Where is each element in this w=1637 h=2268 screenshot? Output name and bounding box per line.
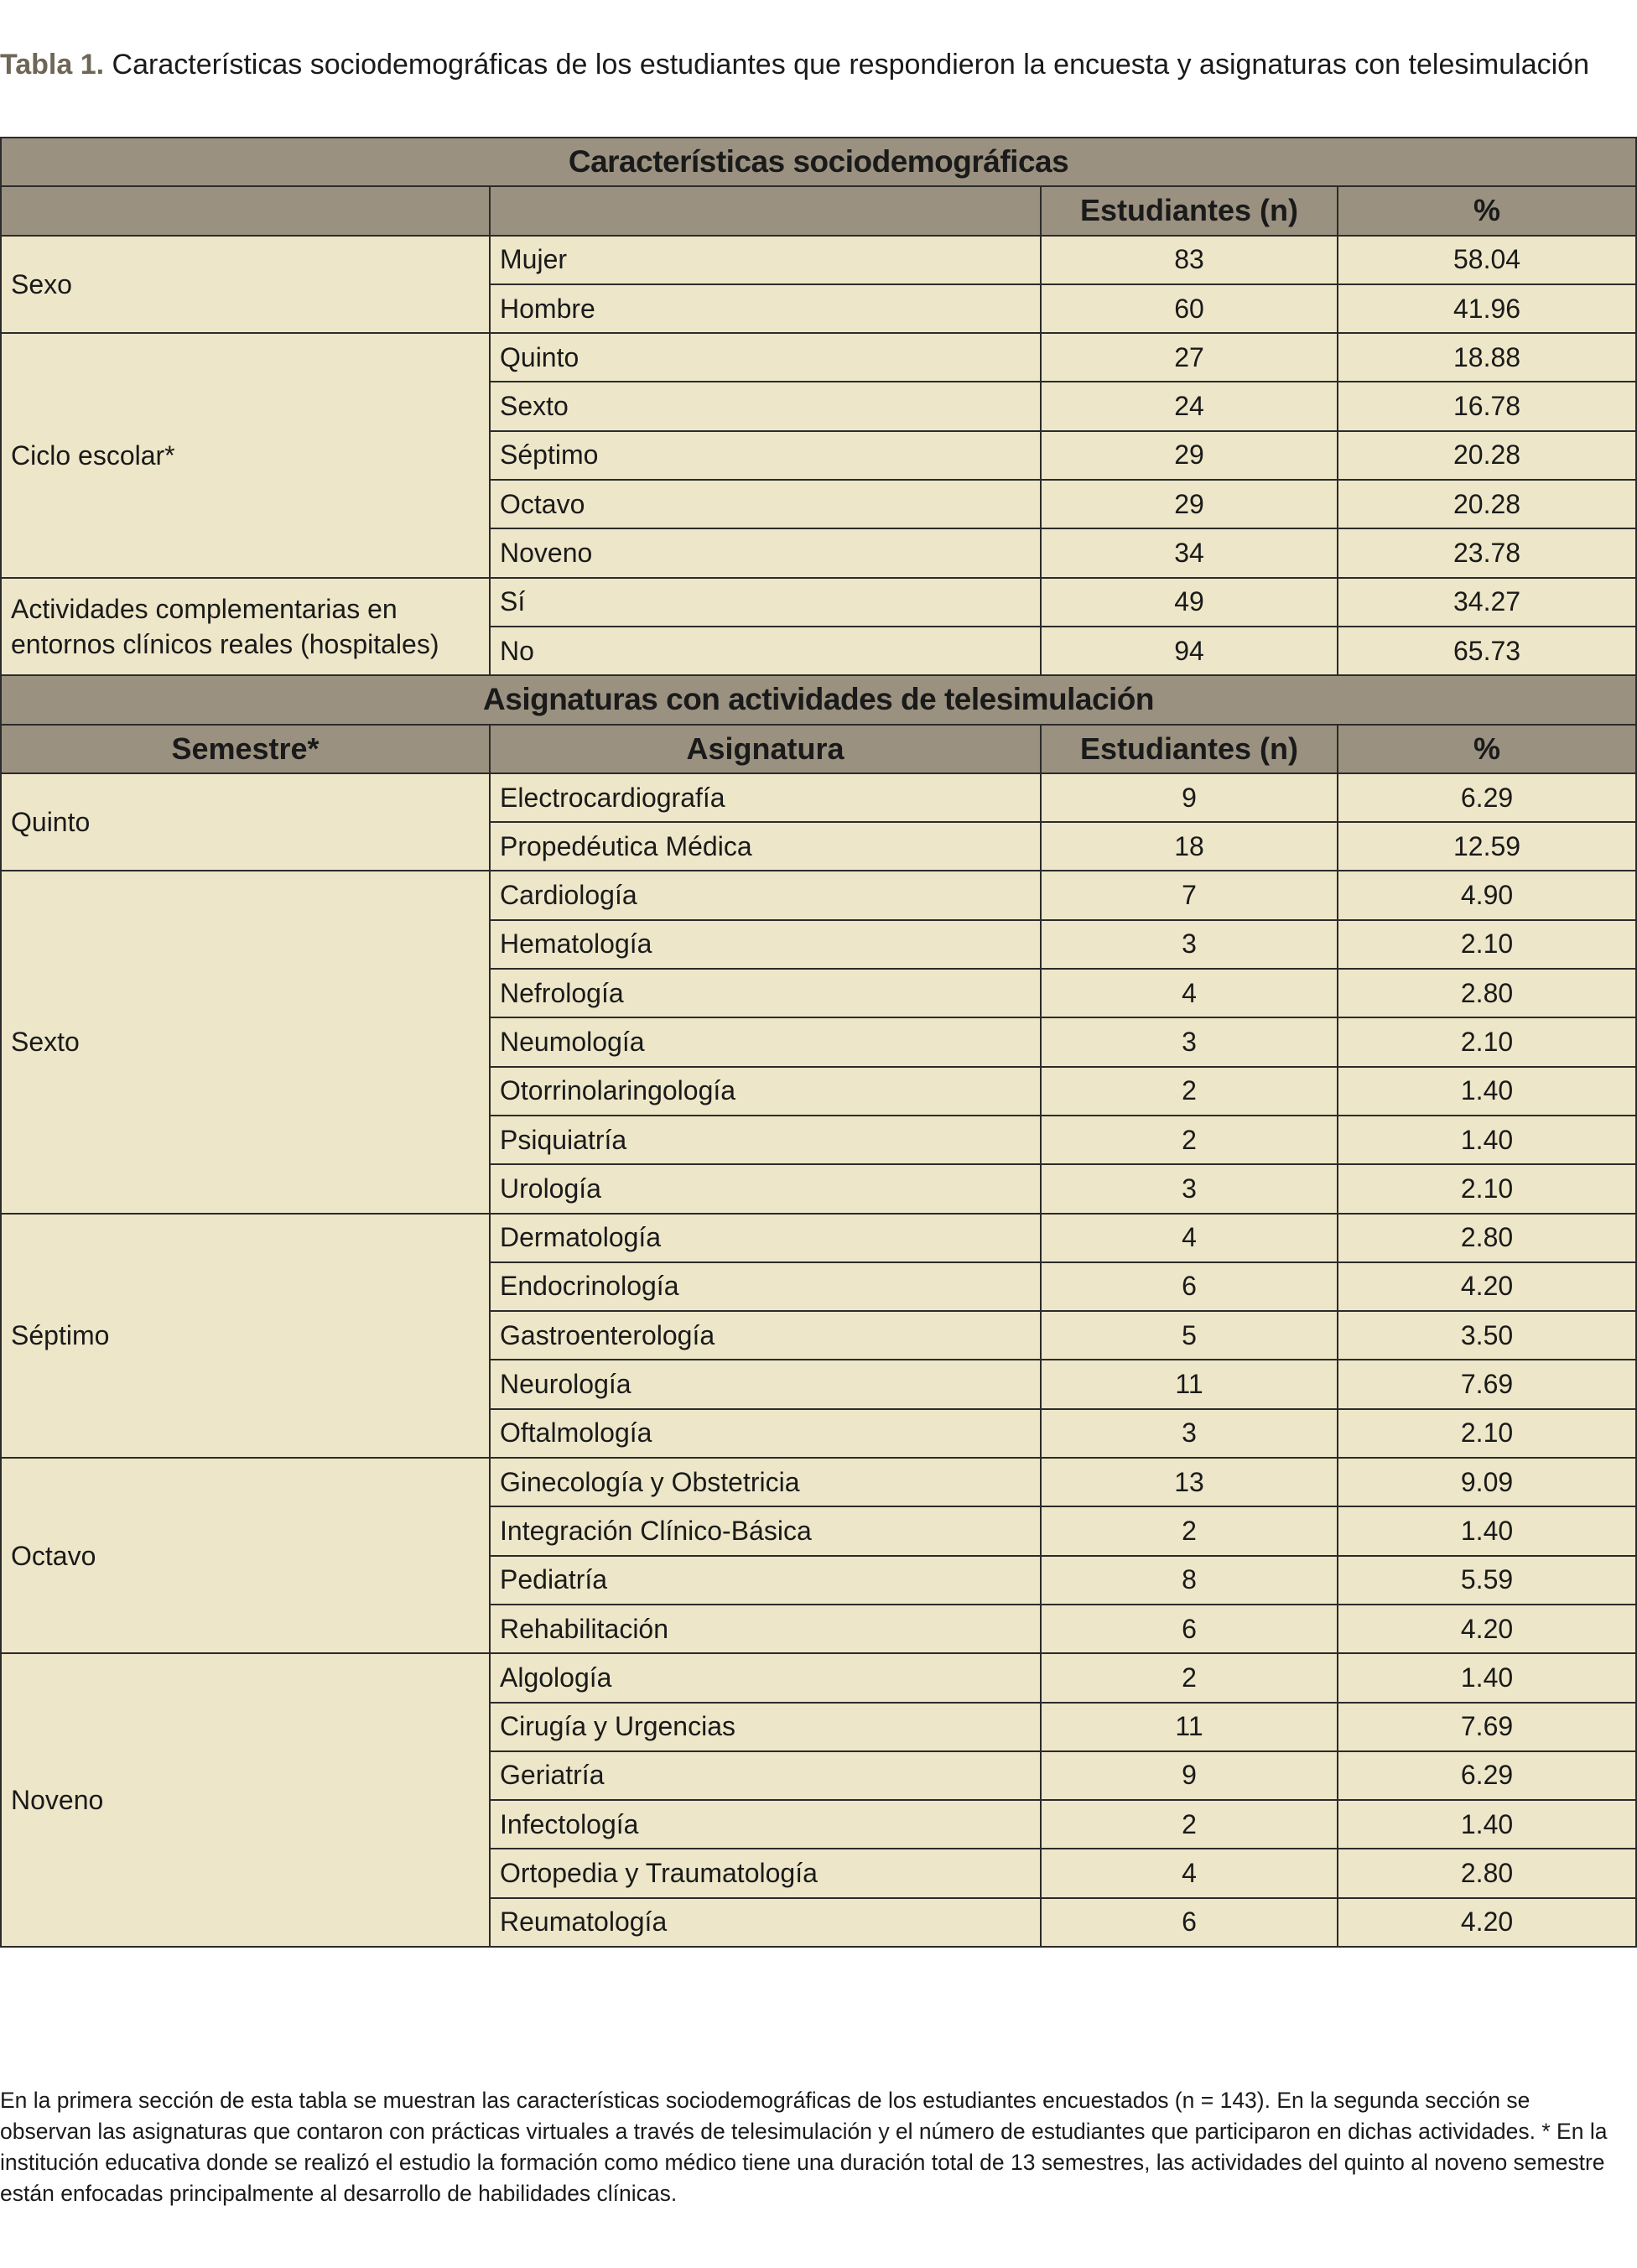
row-count: 83	[1041, 236, 1338, 284]
row-percent: 41.96	[1338, 284, 1636, 333]
table-footnote: En la primera sección de esta tabla se muestran las características sociodemográficas de los estudiantes encuestados (n = 143). En la segunda sección se observan las asignaturas que contaron con prácticas virtuales a través de telesimulación y el número de estudiantes que participaron en dichas actividades. * En la institución educativa donde se realizó el estudio la formación como médico tiene una duración total de 13 semestres, las actividades del quinto al noveno semestre están enfocadas principalmente al desarrollo de habilidades clínicas.	[0, 2088, 1608, 2206]
row-item: Sí	[490, 578, 1041, 627]
row-percent: 1.40	[1338, 1506, 1636, 1555]
row-item: Dermatología	[490, 1214, 1041, 1262]
group-label: Séptimo	[1, 1214, 490, 1458]
group-label: Sexto	[1, 871, 490, 1213]
row-item: Rehabilitación	[490, 1605, 1041, 1653]
row-count: 3	[1041, 920, 1338, 969]
row-item: Ginecología y Obstetricia	[490, 1458, 1041, 1506]
row-count: 13	[1041, 1458, 1338, 1506]
row-item: Hombre	[490, 284, 1041, 333]
row-percent: 12.59	[1338, 822, 1636, 871]
row-count: 18	[1041, 822, 1338, 871]
row-item: Endocrinología	[490, 1262, 1041, 1311]
row-percent: 2.80	[1338, 1849, 1636, 1897]
row-percent: 16.78	[1338, 382, 1636, 430]
table-row	[1, 1458, 1636, 1506]
row-item: Pediatría	[490, 1556, 1041, 1605]
row-percent: 7.69	[1338, 1360, 1636, 1408]
row-percent: 2.10	[1338, 1409, 1636, 1458]
row-count: 3	[1041, 1164, 1338, 1213]
row-count: 7	[1041, 871, 1338, 919]
row-item: Cirugía y Urgencias	[490, 1703, 1041, 1751]
row-item: Neumología	[490, 1017, 1041, 1066]
row-count: 4	[1041, 1214, 1338, 1262]
group-label: Noveno	[1, 1653, 490, 1947]
table-row	[1, 1214, 1636, 1262]
column-header: %	[1338, 186, 1636, 235]
row-count: 24	[1041, 382, 1338, 430]
row-item: Cardiología	[490, 871, 1041, 919]
table-row	[1, 236, 1636, 284]
group-label: Sexo	[1, 236, 490, 334]
group-label: Quinto	[1, 773, 490, 871]
row-percent: 1.40	[1338, 1116, 1636, 1164]
row-count: 2	[1041, 1506, 1338, 1555]
row-percent: 34.27	[1338, 578, 1636, 627]
row-count: 6	[1041, 1898, 1338, 1947]
row-item: Propedéutica Médica	[490, 822, 1041, 871]
row-percent: 2.10	[1338, 1017, 1636, 1066]
data-table	[0, 137, 1637, 1948]
row-percent: 4.20	[1338, 1898, 1636, 1947]
row-percent: 18.88	[1338, 333, 1636, 382]
row-item: Otorrinolaringología	[490, 1067, 1041, 1116]
table-row	[1, 333, 1636, 382]
table-row	[1, 871, 1636, 919]
row-count: 2	[1041, 1800, 1338, 1849]
data-table-container	[0, 137, 1635, 1948]
row-percent: 1.40	[1338, 1800, 1636, 1849]
row-percent: 9.09	[1338, 1458, 1636, 1506]
row-item: Noveno	[490, 528, 1041, 577]
row-item: Quinto	[490, 333, 1041, 382]
row-count: 2	[1041, 1116, 1338, 1164]
row-count: 3	[1041, 1017, 1338, 1066]
row-count: 4	[1041, 1849, 1338, 1897]
table-caption	[0, 44, 1637, 86]
row-item: Gastroenterología	[490, 1311, 1041, 1360]
row-percent: 65.73	[1338, 627, 1636, 675]
row-count: 2	[1041, 1653, 1338, 1702]
table-row	[1, 773, 1636, 822]
column-header-row	[1, 725, 1636, 773]
row-count: 2	[1041, 1067, 1338, 1116]
column-header: Estudiantes (n)	[1041, 186, 1338, 235]
row-count: 11	[1041, 1703, 1338, 1751]
section-title: Asignaturas con actividades de telesimulación	[1, 675, 1636, 724]
row-percent: 4.20	[1338, 1605, 1636, 1653]
row-item: Mujer	[490, 236, 1041, 284]
row-percent: 20.28	[1338, 431, 1636, 480]
row-percent: 3.50	[1338, 1311, 1636, 1360]
row-item: Oftalmología	[490, 1409, 1041, 1458]
row-percent: 2.10	[1338, 920, 1636, 969]
row-percent: 1.40	[1338, 1653, 1636, 1702]
row-item: Reumatología	[490, 1898, 1041, 1947]
row-count: 11	[1041, 1360, 1338, 1408]
row-item: Séptimo	[490, 431, 1041, 480]
row-count: 4	[1041, 969, 1338, 1017]
row-percent: 4.20	[1338, 1262, 1636, 1311]
group-label: Actividades complementarias en entornos clínicos reales (hospitales)	[1, 578, 490, 676]
section-title-row	[1, 675, 1636, 724]
row-item: Hematología	[490, 920, 1041, 969]
section-title-row	[1, 138, 1636, 186]
row-percent: 2.80	[1338, 969, 1636, 1017]
row-count: 29	[1041, 480, 1338, 528]
row-item: Algología	[490, 1653, 1041, 1702]
row-item: Nefrología	[490, 969, 1041, 1017]
row-item: Octavo	[490, 480, 1041, 528]
table-row	[1, 578, 1636, 627]
row-percent: 23.78	[1338, 528, 1636, 577]
group-label: Octavo	[1, 1458, 490, 1653]
row-count: 34	[1041, 528, 1338, 577]
row-count: 94	[1041, 627, 1338, 675]
row-count: 3	[1041, 1409, 1338, 1458]
column-header-row	[1, 186, 1636, 235]
row-count: 9	[1041, 773, 1338, 822]
row-item: Ortopedia y Traumatología	[490, 1849, 1041, 1897]
row-item: Integración Clínico-Básica	[490, 1506, 1041, 1555]
row-count: 49	[1041, 578, 1338, 627]
row-percent: 58.04	[1338, 236, 1636, 284]
row-percent: 2.80	[1338, 1214, 1636, 1262]
row-count: 5	[1041, 1311, 1338, 1360]
row-count: 27	[1041, 333, 1338, 382]
row-percent: 2.10	[1338, 1164, 1636, 1213]
row-count: 9	[1041, 1751, 1338, 1800]
row-item: Infectología	[490, 1800, 1041, 1849]
row-percent: 6.29	[1338, 773, 1636, 822]
column-header	[490, 186, 1041, 235]
row-count: 60	[1041, 284, 1338, 333]
row-item: Electrocardiografía	[490, 773, 1041, 822]
group-label: Ciclo escolar*	[1, 333, 490, 577]
row-item: Psiquiatría	[490, 1116, 1041, 1164]
row-percent: 7.69	[1338, 1703, 1636, 1751]
row-item: Sexto	[490, 382, 1041, 430]
row-percent: 4.90	[1338, 871, 1636, 919]
row-percent: 20.28	[1338, 480, 1636, 528]
row-count: 29	[1041, 431, 1338, 480]
table-row	[1, 1653, 1636, 1702]
column-header	[1, 186, 490, 235]
row-percent: 5.59	[1338, 1556, 1636, 1605]
row-count: 6	[1041, 1262, 1338, 1311]
row-percent: 6.29	[1338, 1751, 1636, 1800]
caption-text: Características sociodemográficas de los estudiantes que respondieron la encuesta y asignaturas con telesimulación	[112, 49, 1589, 81]
column-header: Semestre*	[1, 725, 490, 773]
row-item: Urología	[490, 1164, 1041, 1213]
row-count: 6	[1041, 1605, 1338, 1653]
row-item: No	[490, 627, 1041, 675]
column-header: %	[1338, 725, 1636, 773]
caption-label: Tabla 1.	[0, 49, 105, 81]
column-header: Asignatura	[490, 725, 1041, 773]
column-header: Estudiantes (n)	[1041, 725, 1338, 773]
row-count: 8	[1041, 1556, 1338, 1605]
section-title: Características sociodemográficas	[1, 138, 1636, 186]
row-percent: 1.40	[1338, 1067, 1636, 1116]
row-item: Geriatría	[490, 1751, 1041, 1800]
row-item: Neurología	[490, 1360, 1041, 1408]
